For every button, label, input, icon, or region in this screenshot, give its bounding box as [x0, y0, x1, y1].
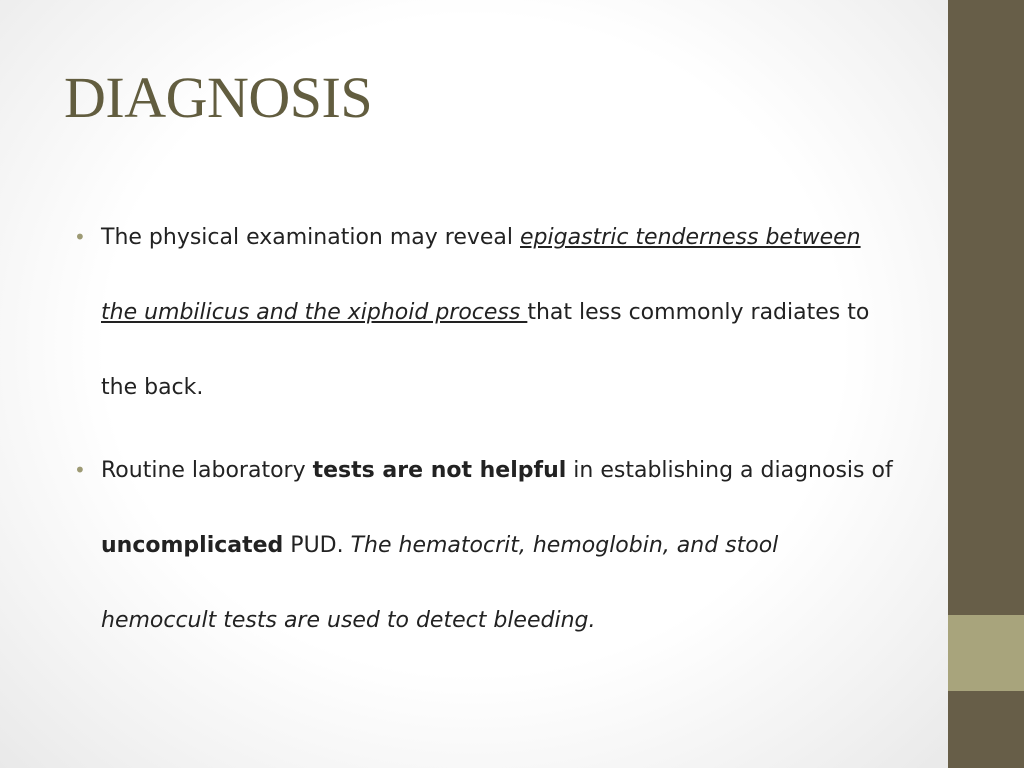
bullet-text-segment: that less commonly radiates to the back.	[101, 300, 870, 400]
bullet-list	[74, 200, 894, 666]
bullet-text-emphasis: epigastric tenderness between the umbilicus and the xiphoid process	[101, 225, 861, 325]
slide-title: DIAGNOSIS	[64, 65, 373, 130]
bullet-icon: •	[74, 458, 86, 482]
bullet-text-segment: in establishing a diagnosis of	[566, 458, 893, 483]
sidebar-accent-block	[948, 615, 1024, 691]
bullet-item-exam	[74, 200, 894, 425]
bullet-text-segment: Routine laboratory	[101, 458, 313, 483]
bullet-icon: •	[74, 225, 86, 249]
bullet-item-lab-tests	[74, 433, 894, 658]
bullet-text-italic: The hematocrit, hemoglobin, and stool hemoccult tests are used to detect bleeding.	[101, 533, 779, 633]
bullet-text-segment: The physical examination may reveal	[101, 225, 521, 250]
bullet-text-bold: uncomplicated	[101, 533, 284, 558]
bullet-text-bold: tests are not helpful	[312, 458, 567, 483]
bullet-text-segment: PUD.	[283, 533, 351, 558]
